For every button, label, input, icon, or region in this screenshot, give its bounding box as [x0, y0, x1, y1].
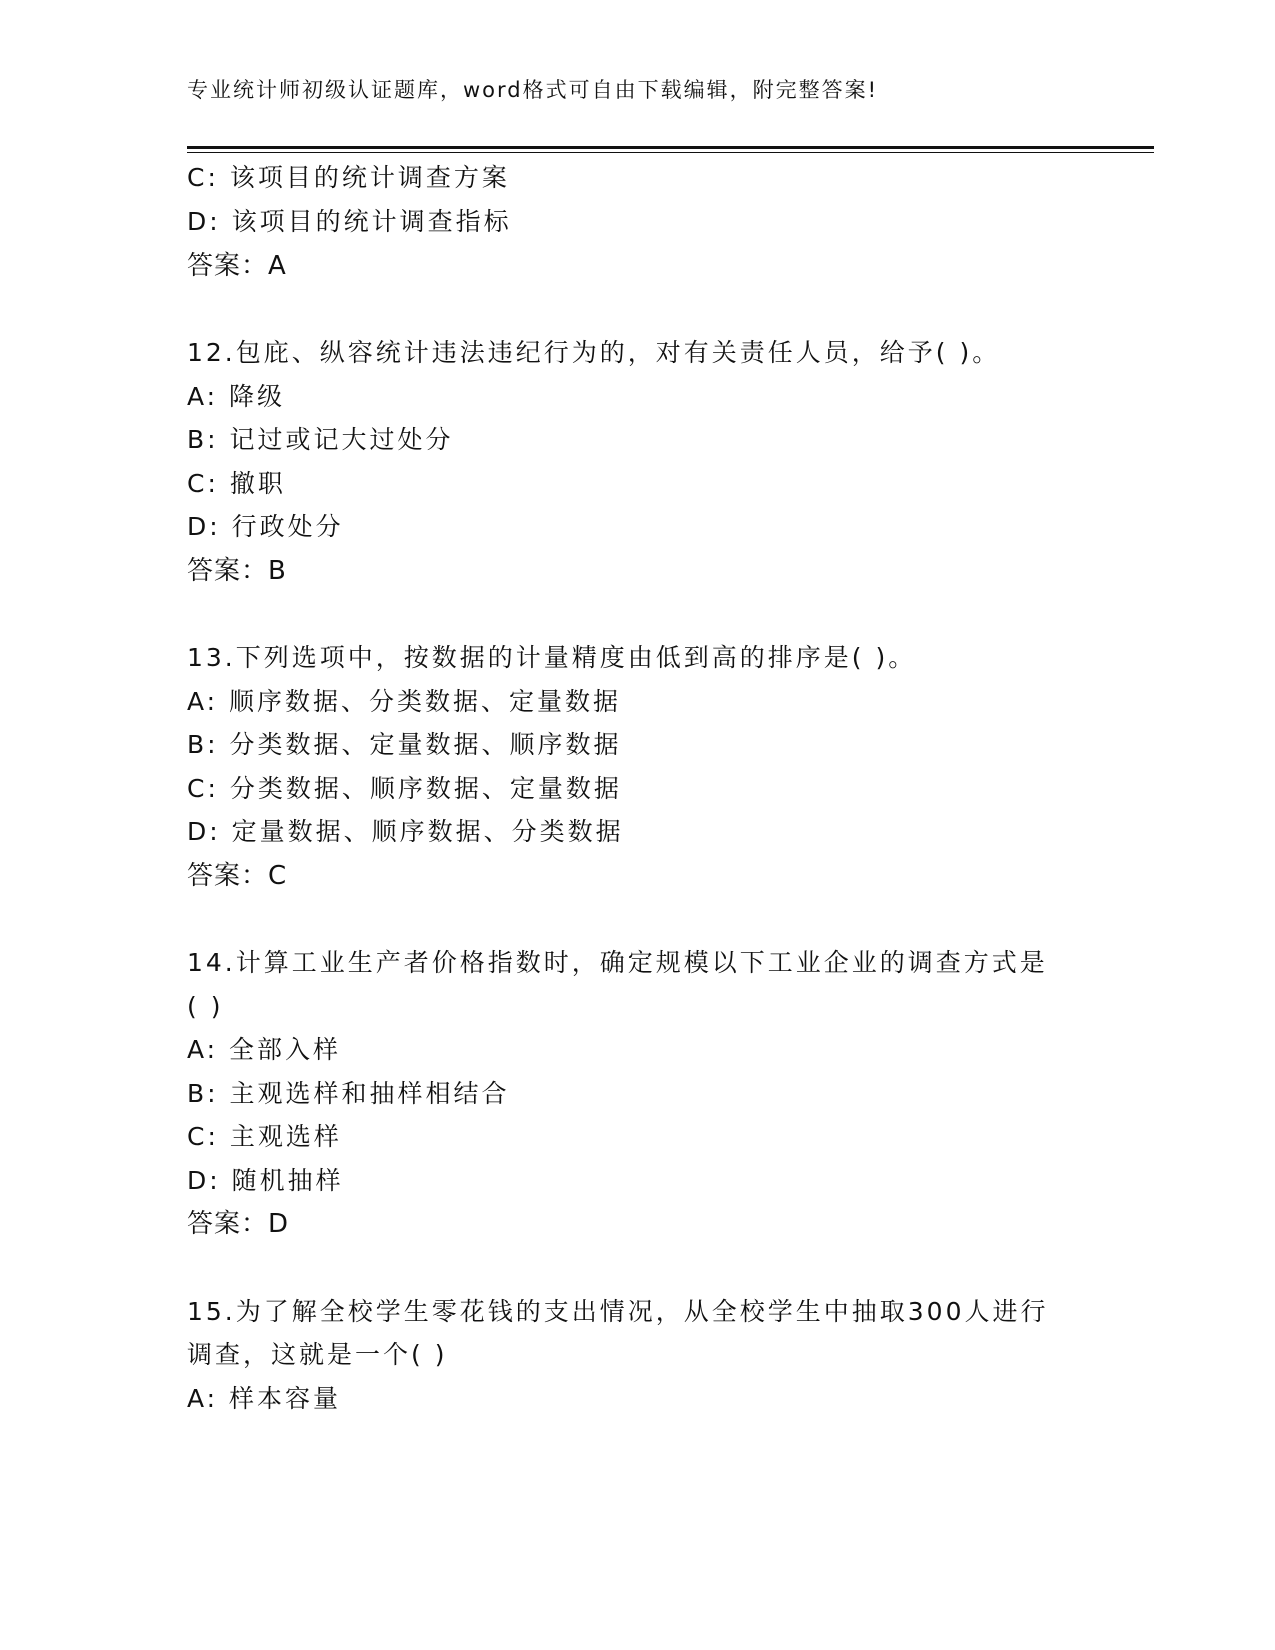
option-b: B: 主观选样和抽样相结合 [187, 1079, 510, 1108]
answer-line: 答案：D [187, 1209, 290, 1239]
page-header: 专业统计师初级认证题库，word格式可自由下载编辑，附完整答案! [187, 78, 879, 102]
option-d: D: 定量数据、顺序数据、分类数据 [187, 817, 624, 846]
question-14: 14.计算工业生产者价格指数时，确定规模以下工业企业的调查方式是 [187, 948, 1048, 977]
option-a: A: 样本容量 [187, 1384, 342, 1413]
line-1: D: 该项目的统计调查指标 [187, 207, 512, 236]
option-a: A: 全部入样 [187, 1035, 342, 1064]
option-c: C: 主观选样 [187, 1122, 342, 1151]
option-b: B: 分类数据、定量数据、顺序数据 [187, 730, 622, 759]
option-a: A: 降级 [187, 382, 286, 411]
option-d: D: 行政处分 [187, 512, 344, 541]
question-12: 12.包庇、纵容统计违法违纪行为的，对有关责任人员，给予( )。 [187, 338, 1001, 367]
question-15: 15.为了解全校学生零花钱的支出情况，从全校学生中抽取300人进行 [187, 1297, 1049, 1326]
question-15-cont: 调查，这就是一个( ) [187, 1340, 448, 1369]
option-d: D: 随机抽样 [187, 1166, 344, 1195]
question-13: 13.下列选项中，按数据的计量精度由低到高的排序是( )。 [187, 643, 917, 672]
question-14-cont: ( ) [187, 992, 224, 1021]
header-rule-thick [187, 146, 1154, 149]
option-c: C: 分类数据、顺序数据、定量数据 [187, 774, 622, 803]
header-rule-thin [187, 152, 1154, 153]
option-b: B: 记过或记大过处分 [187, 425, 454, 454]
answer-line: 答案：B [187, 556, 287, 586]
answer-line: 答案：A [187, 251, 287, 281]
option-c: C: 撤职 [187, 469, 286, 498]
line-0: C: 该项目的统计调查方案 [187, 163, 510, 192]
option-a: A: 顺序数据、分类数据、定量数据 [187, 687, 622, 716]
answer-line: 答案：C [187, 861, 288, 891]
